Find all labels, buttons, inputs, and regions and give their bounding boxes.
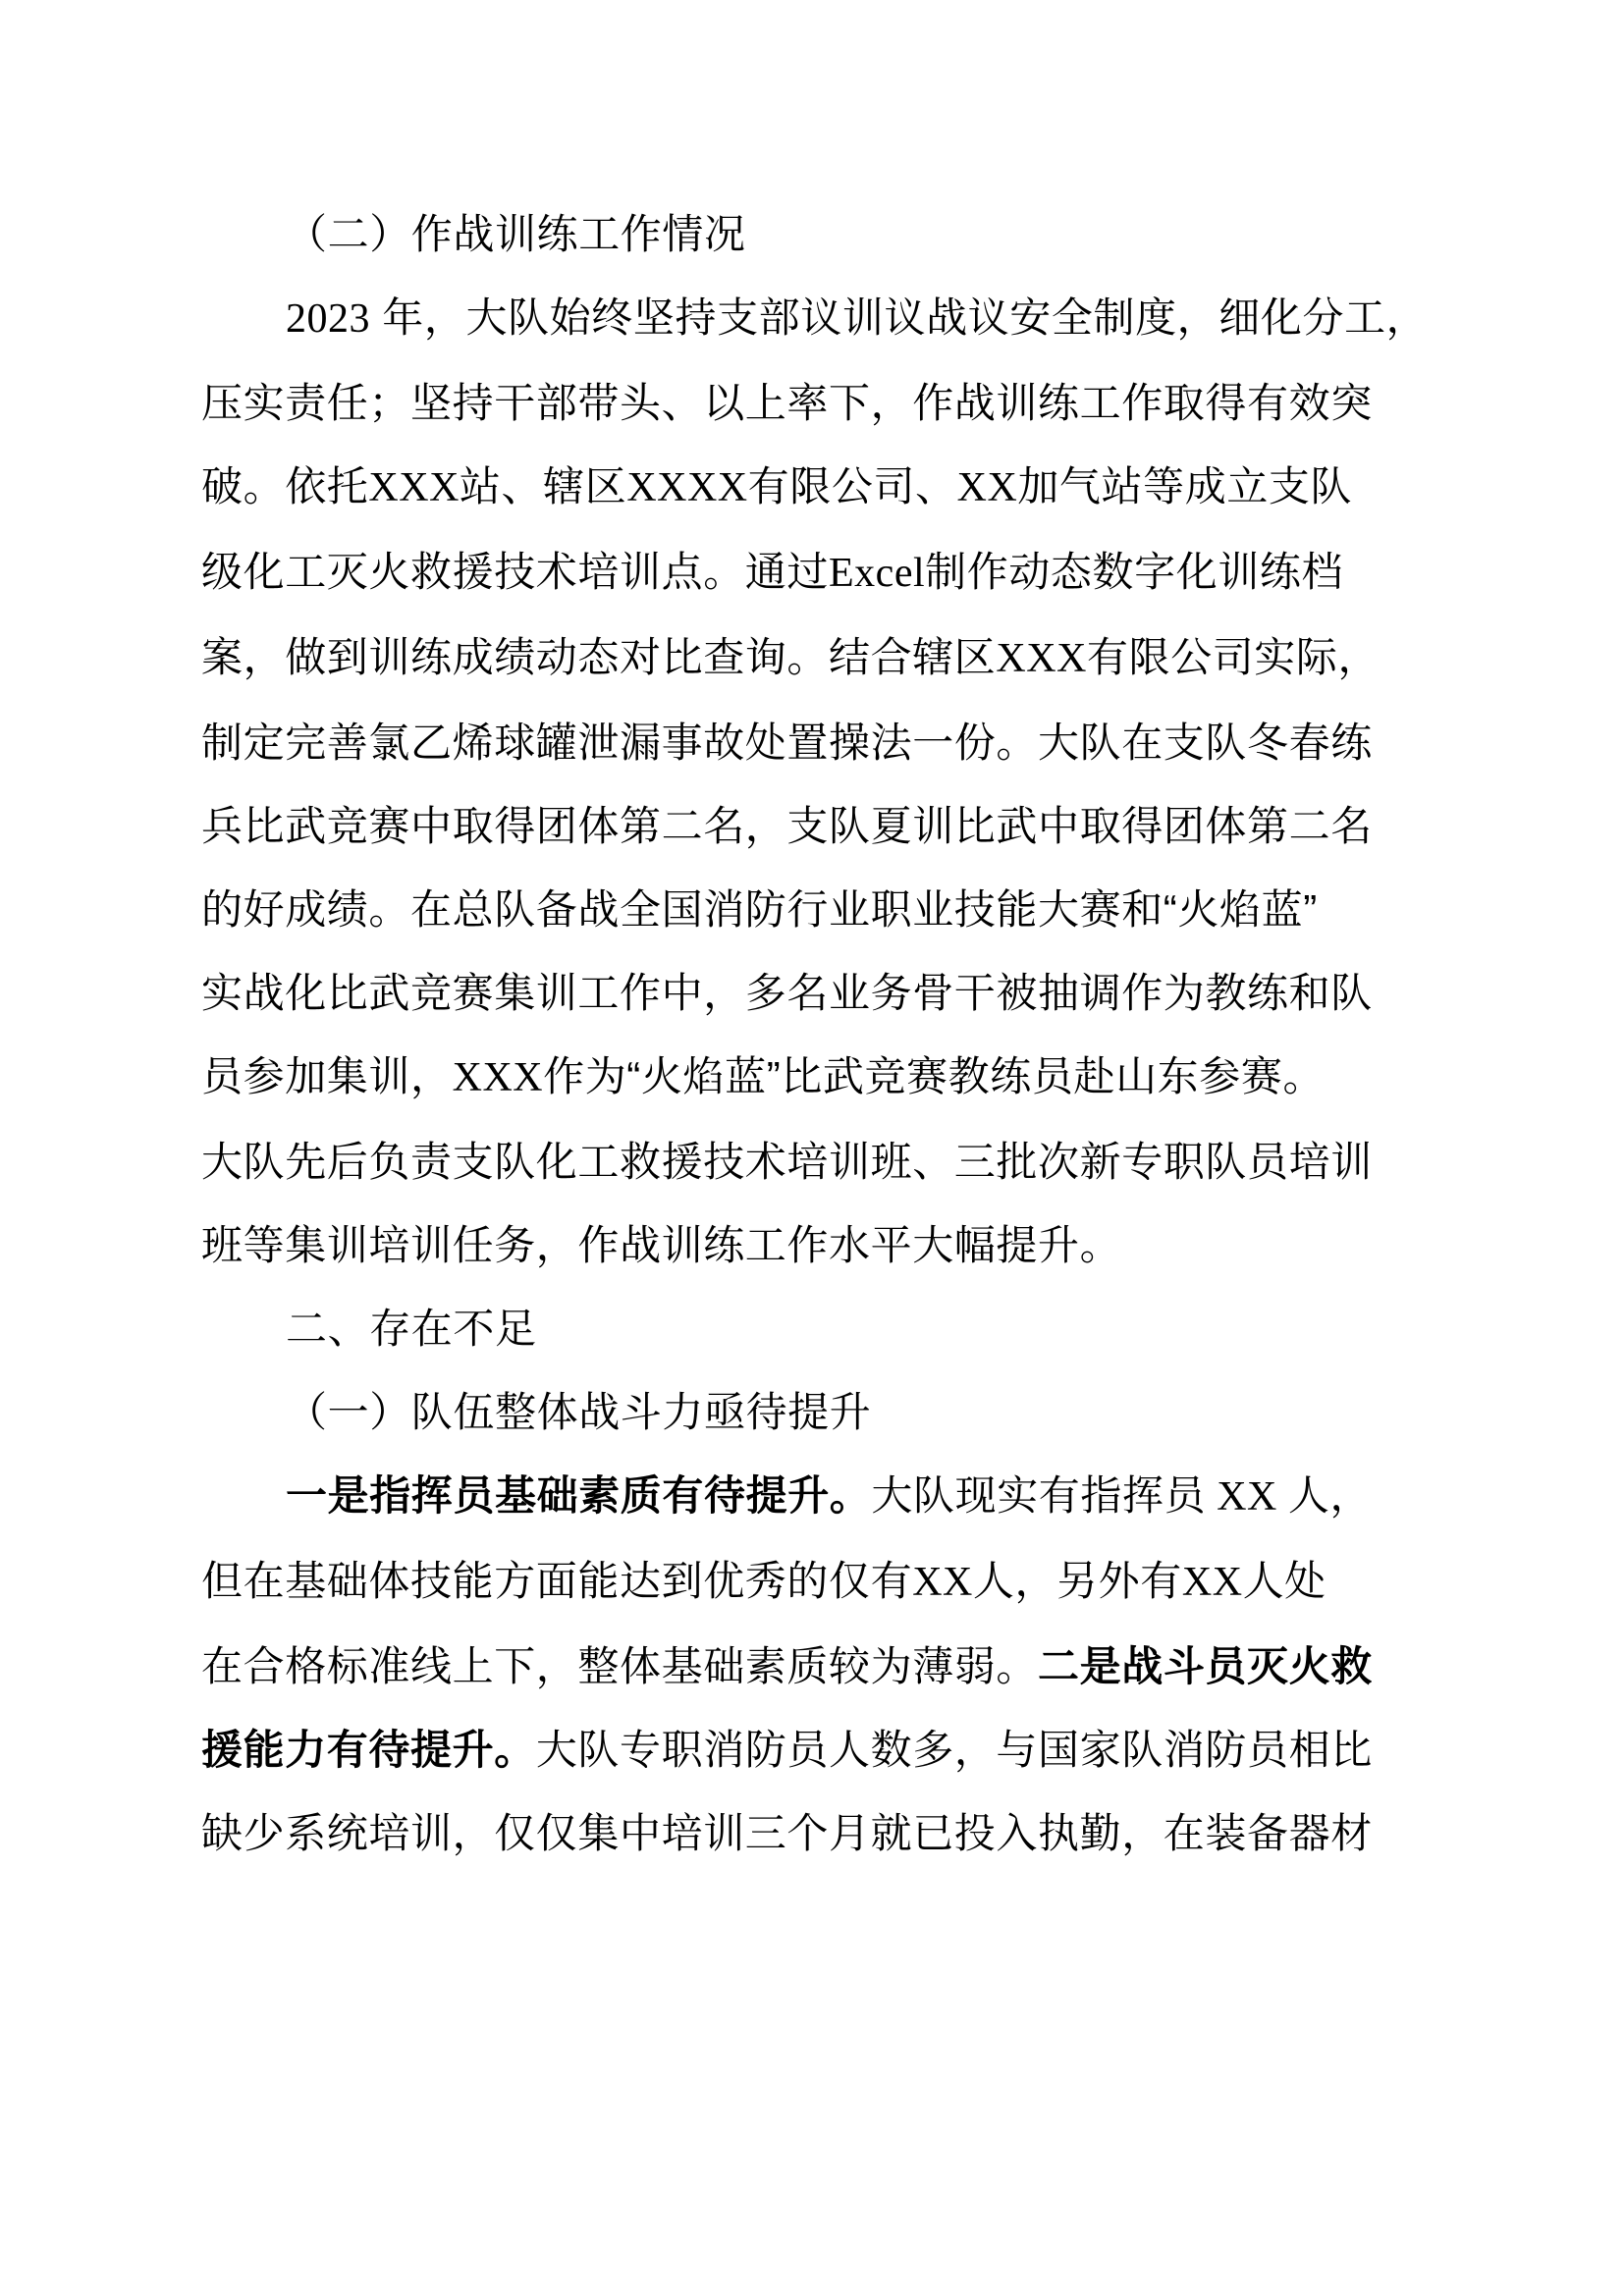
text-run: 大队现实有指挥员 — [871, 1472, 1207, 1519]
heading-text: 二、存在不足 — [286, 1306, 537, 1352]
text-run: 在合格标准线上下，整体基础素质较为薄弱。 — [201, 1643, 1039, 1689]
paragraph-line — [201, 1035, 1446, 1120]
document-body — [201, 192, 1446, 1875]
text-run: 作为“火焰蓝”比武竞赛教练员赴山东参赛。 — [543, 1053, 1326, 1099]
text-run: 人，另外有 — [972, 1558, 1182, 1604]
text-run: 加气站等成立支队 — [1017, 463, 1353, 509]
paragraph-line — [201, 1454, 1446, 1539]
text-run: 缺少系统培训，仅仅集中培训三个月就已投入执勤，在装备器材 — [201, 1810, 1373, 1856]
paragraph-line — [201, 868, 1446, 951]
text-run: 人处 — [1242, 1558, 1326, 1604]
paragraph-line — [201, 530, 1446, 615]
text-run: 的好成绩。在总队备战全国消防行业职业技能大赛和“火焰蓝” — [201, 886, 1318, 933]
text-run: 二是战斗员灭火救 — [1038, 1643, 1373, 1689]
text-run: 援能力有待提升。 — [201, 1727, 536, 1773]
paragraph-line — [201, 361, 1446, 445]
heading-text: （一）队伍整体战斗力亟待提升 — [286, 1389, 872, 1435]
paragraph-line — [201, 276, 1446, 361]
section-heading-two — [201, 1287, 1446, 1370]
text-run: 案，做到训练成绩动态对比查询。结合辖区 — [201, 634, 997, 680]
text-run: XX — [956, 465, 1018, 510]
text-run: 大队先后负责支队化工救援技术培训班、三批次新专职队员培训 — [201, 1139, 1373, 1185]
heading-text: （二）作战训练工作情况 — [286, 211, 746, 257]
text-run: 员参加集训， — [201, 1053, 453, 1099]
text-run: XX — [1206, 1474, 1288, 1520]
text-run: 2023 — [286, 296, 370, 342]
paragraph-line — [201, 1203, 1446, 1287]
text-run: 但在基础体技能方面能达到优秀的仅有 — [201, 1558, 913, 1604]
text-run: 有限公司、 — [747, 463, 957, 509]
text-run: XX — [912, 1560, 973, 1605]
text-run: 级化工灭火救援技术培训点。通过 — [201, 549, 830, 595]
paragraph-line — [201, 1791, 1446, 1875]
paragraph-line — [201, 1625, 1446, 1708]
text-run: XXX — [452, 1055, 544, 1100]
text-run: 人， — [1287, 1472, 1373, 1519]
paragraph-line — [201, 1708, 1446, 1791]
paragraph-line — [201, 701, 1446, 784]
paragraph-line — [201, 1539, 1446, 1625]
text-run: 班等集训培训任务，作战训练工作水平大幅提升。 — [201, 1222, 1122, 1268]
section-heading-1 — [201, 1370, 1446, 1454]
text-run: 有限公司实际， — [1086, 634, 1380, 680]
text-run: XX — [1181, 1560, 1243, 1605]
text-run: 年，大队始终坚持支部议训议战议安全制度，细化分工， — [370, 294, 1429, 341]
text-run: 兵比武竞赛中取得团体第二名，支队夏训比武中取得团体第二名 — [201, 803, 1373, 849]
paragraph-line — [201, 1120, 1446, 1203]
paragraph-line — [201, 951, 1446, 1035]
paragraph-line — [201, 445, 1446, 530]
paragraph-line — [201, 615, 1446, 701]
text-run: 大队专职消防员人数多，与国家队消防员相比 — [535, 1727, 1373, 1773]
text-run: XXXX — [626, 465, 748, 510]
text-run: 一是指挥员基础素质有待提升。 — [286, 1472, 872, 1519]
paragraph-line — [201, 784, 1446, 868]
text-run: 制作动态数字化训练档 — [925, 549, 1344, 595]
text-run: 破。依托 — [201, 463, 369, 509]
text-run: 压实责任；坚持干部带头、以上率下，作战训练工作取得有效突 — [201, 380, 1373, 426]
section-heading-2 — [201, 192, 1446, 276]
text-run: XXX — [996, 636, 1087, 681]
text-run: 实战化比武竞赛集训工作中，多名业务骨干被抽调作为教练和队 — [201, 970, 1373, 1016]
text-run: 制定完善氯乙烯球罐泄漏事故处置操法一份。大队在支队冬春练 — [201, 720, 1373, 766]
text-run: Excel — [829, 551, 926, 596]
text-run: 站、辖区 — [459, 463, 627, 509]
text-run: XXX — [368, 465, 460, 510]
